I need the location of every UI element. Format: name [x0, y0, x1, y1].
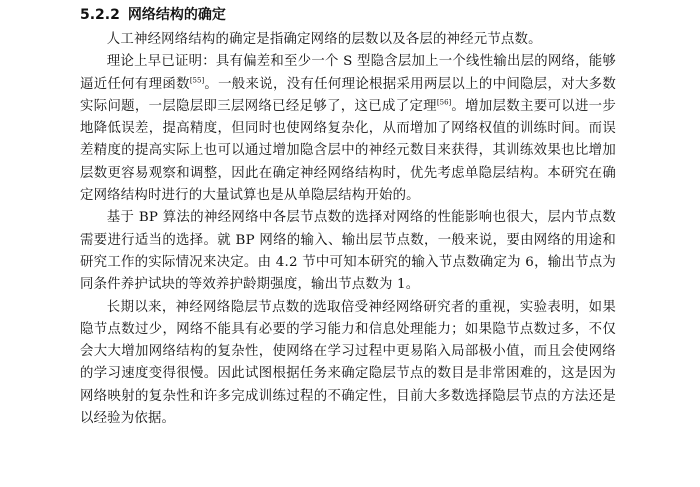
- paragraph-1: [80, 29, 616, 51]
- document-page: [80, 6, 616, 430]
- section-heading: [80, 6, 616, 24]
- paragraph-text: 长期以来，神经网络隐层节点数的选取倍受神经网络研究者的重视，实验表明，如果隐节点数过少，网络不能具有必要的学习能力和信息处理能力；如果隐节点数过多，不仅会大大增加网络结构的复杂性，使网络在学习过程中更易陷入局部极小值，而且会使网络的学习速度变得很慢。因此试图根据任务来确定隐层节点的数目是非常困难的，这是因为网络映射的复杂性和许多完成训练过程的不确定性，目前大多数选择隐层节点的方法还是以经验为依据。: [80, 299, 616, 427]
- paragraph-4: [80, 297, 616, 431]
- section-title: 网络结构的确定: [127, 7, 226, 23]
- paragraph-text: 人工神经网络结构的确定是指确定网络的层数以及各层的神经元节点数。: [106, 32, 542, 47]
- paragraph-3: [80, 207, 616, 296]
- paragraph-text: 。增加层数主要可以进一步地降低误差，提高精度，但同时也使网络复杂化，从而增加了网络权值的训练时间。而误差精度的提高实际上也可以通过增加隐含层中的神经元数目来获得，其训练效果也比增加层数更容易观察和调整，因此在确定神经网络结构时，优先考虑单隐层结构。本研究在确定网络结构时进行的大量试算也是从单隐层结构开始的。: [80, 98, 617, 204]
- paragraph-text: 基于 BP 算法的神经网络中各层节点数的选择对网络的性能影响也很大，层内节点数需要进行适当的选择。就 BP 网络的输入、输出层节点数，一般来说，要由网络的用途和研究工作的实际情况来决定。由 4.2 节中可知本研究的输入节点数确定为 6，输出节点为同条件养护试块的等效养护龄期强度，输出节点数为 1。: [80, 210, 616, 293]
- citation-56: [56]: [436, 98, 452, 107]
- paragraph-2: [80, 51, 616, 207]
- section-number: 5.2.2: [80, 7, 120, 23]
- paragraph-text: 理论上早已证明：具有偏差和至少一个 S 型隐含层加上一个线性输出层的网络，能够逼近任何有理函数: [80, 54, 616, 92]
- paragraph-text: 。一般来说，没有任何理论根据采用两层以上的中间隐层，对大多数实际问题，一层隐层即三层网络已经足够了，这已成了定理: [80, 76, 617, 114]
- citation-55: [55]: [189, 76, 205, 85]
